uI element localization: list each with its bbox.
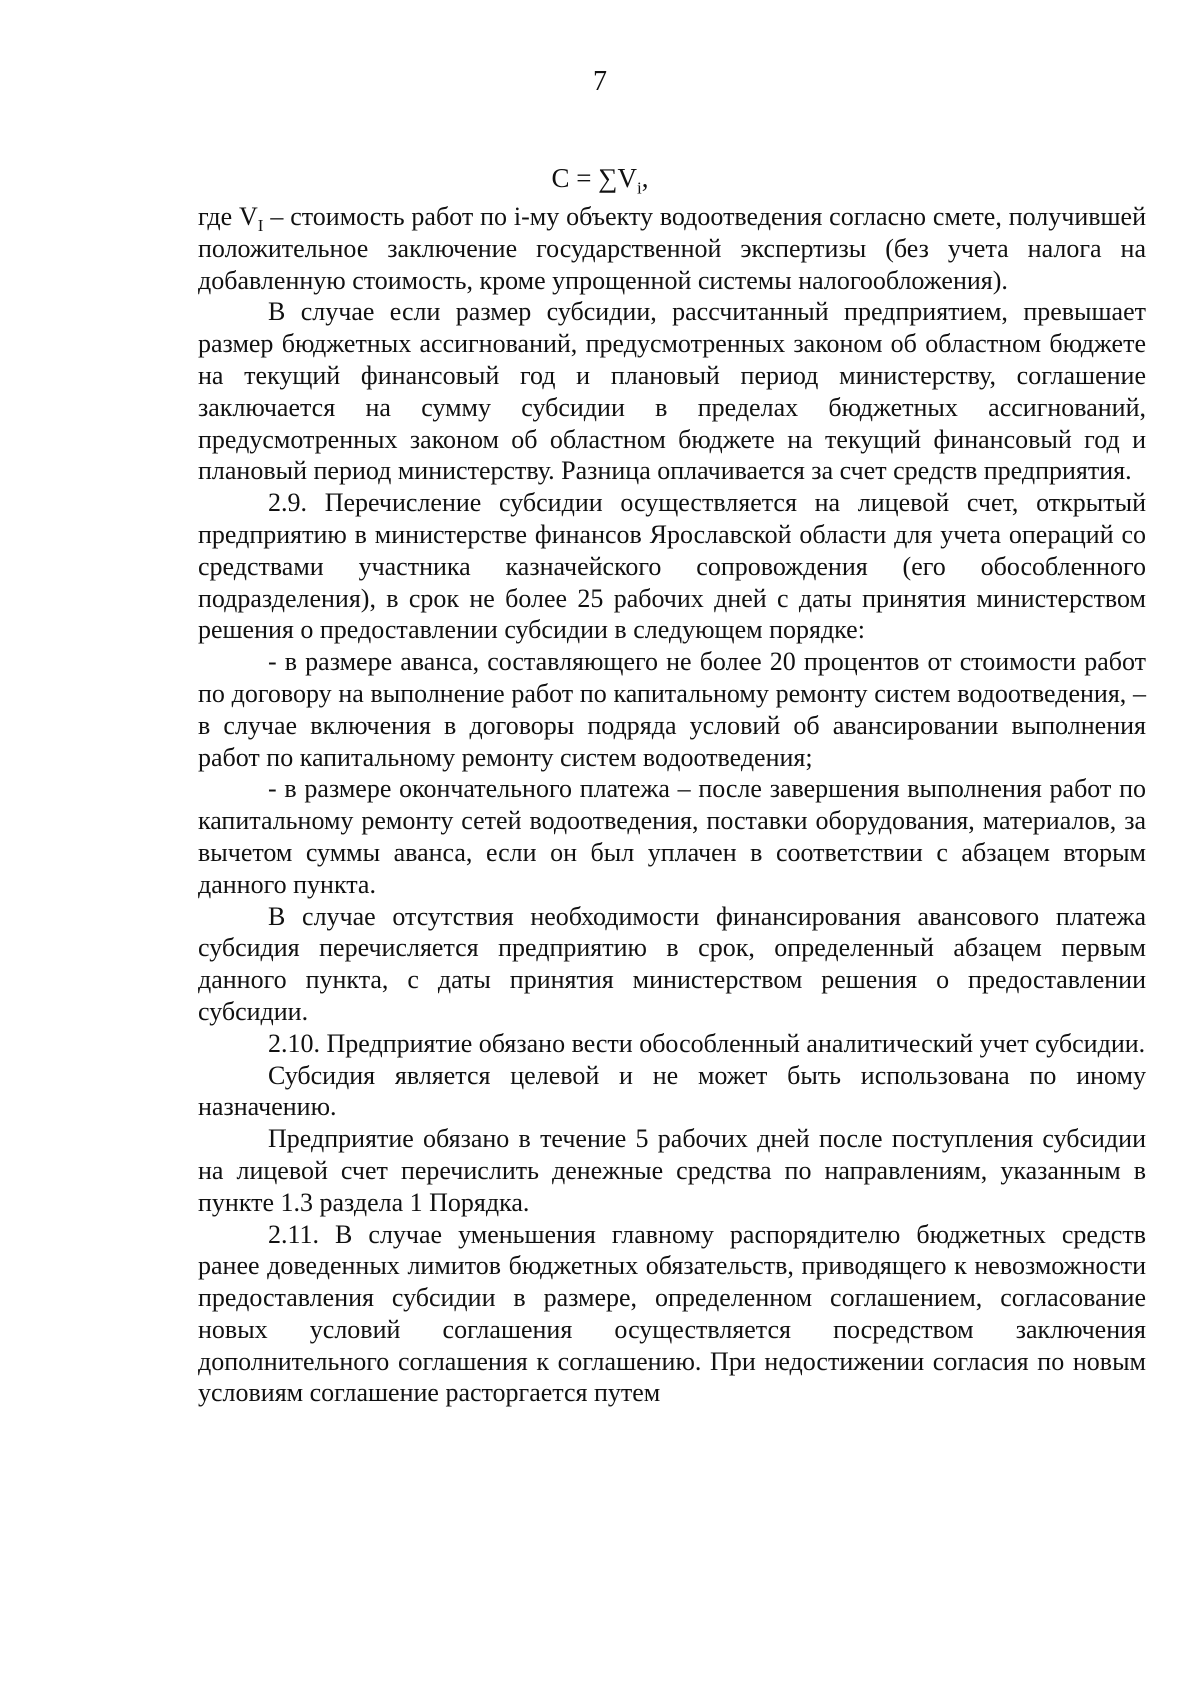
formula-main: C = ∑V bbox=[551, 163, 637, 193]
paragraph: Предприятие обязано в течение 5 рабочих дней после поступления субсидии на лицевой счет перечислить денежные средства по направлениям, указанным в пункте 1.3 раздела 1 Порядка. bbox=[198, 1124, 1146, 1217]
formula-definition bbox=[198, 201, 1146, 296]
paragraph: - в размере окончательного платежа – после завершения выполнения работ по капитальному ремонту сетей водоотведения, поставки оборудования, материалов, за вычетом суммы аванса, если он был уплачен в соответствии с абзацем вторым данного пункта. bbox=[198, 774, 1146, 899]
paragraph: 2.10. Предприятие обязано вести обособленный аналитический учет субсидии. bbox=[268, 1028, 1146, 1058]
subsidy-formula bbox=[0, 163, 1200, 198]
paragraph: - в размере аванса, составляющего не более 20 процентов от стоимости работ по договору на выполнение работ по капитальному ремонту систем водоотведения, – в случае включения в договоры подряда условий об авансировании выполнения работ по капитальному ремонту систем водоотведения; bbox=[198, 647, 1146, 772]
paragraph: Субсидия является целевой и не может быть использована по иному назначению. bbox=[198, 1060, 1146, 1122]
paragraph: В случае если размер субсидии, рассчитанный предприятием, превышает размер бюджетных ассигнований, предусмотренных законом об областном бюджете на текущий финансовый год и плановый период министерству, соглашение заключается на сумму субсидии в пределах бюджетных ассигнований, предусмотренных законом об областном бюджете на текущий финансовый год и плановый период министерству. Разница оплачивается за счет средств предприятия. bbox=[198, 297, 1146, 486]
formula-def-lead: где V bbox=[198, 202, 258, 231]
page-number: 7 bbox=[593, 66, 607, 97]
formula-comma: , bbox=[641, 163, 649, 193]
paragraph: В случае отсутствия необходимости финансирования авансового платежа субсидия перечисляется предприятию в срок, определенный абзацем первым данного пункта, с даты принятия министерством решения о предоставлении субсидии. bbox=[198, 901, 1146, 1026]
paragraph: 2.9. Перечисление субсидии осуществляется на лицевой счет, открытый предприятию в министерстве финансов Ярославской области для учета операций со средствами участника казначейского сопровождения (его обособленного подразделения), в срок не более 25 рабочих дней с даты принятия министерством решения о предоставлении субсидии в следующем порядке: bbox=[198, 488, 1146, 645]
document-body bbox=[198, 201, 1146, 1409]
formula-subscript: i bbox=[637, 178, 642, 198]
paragraph: 2.11. В случае уменьшения главному распорядителю бюджетных средств ранее доведенных лимитов бюджетных обязательств, приводящего к невозможности предоставления субсидии в размере, определенном соглашением, согласование новых условий соглашения осуществляется посредством заключения дополнительного соглашения к соглашению. При недостижении согласия по новым условиям соглашение расторгается путем bbox=[198, 1219, 1146, 1408]
formula-def-rest: – стоимость работ по i-му объекту водоотведения согласно смете, получившей положительное заключение государственной экспертизы (без учета налога на добавленную стоимость, кроме упрощенной системы налогообложения). bbox=[198, 202, 1146, 295]
formula-def-subscript: I bbox=[257, 216, 264, 236]
